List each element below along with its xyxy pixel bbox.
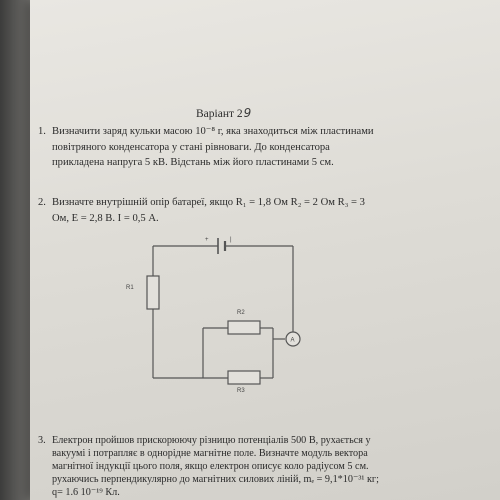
task-1 [38, 124, 472, 171]
r3-label: R3 [237, 388, 245, 394]
r1-label: R1 [126, 285, 134, 291]
task-3-line: магнітної індукції цього поля, якщо електрон описує коло радіусом 5 см. [52, 461, 369, 472]
task-3-line: q= 1.6 10⁻¹⁹ Кл. [52, 487, 120, 498]
resistor-r1 [147, 276, 159, 309]
r2-label: R2 [237, 310, 245, 316]
task-3-line: рухаючись перпендикулярно до магнітних силових ліній, mₑ = 9,1*10⁻³¹ кг; [52, 474, 379, 485]
task-2 [38, 195, 468, 226]
ammeter-label: A [290, 337, 295, 344]
task-3-line: вакуумі і потрапляє в однорідне магнітне поле. Визначте модуль вектора [52, 448, 368, 459]
battery-plus-label: + [205, 237, 209, 243]
task-2-line: Ом, E = 2,8 В. I = 0,5 А. [52, 212, 159, 224]
task-3 [38, 434, 470, 499]
task-1-number: 1. [38, 126, 46, 137]
task-1-line: прикладена напруга 5 кВ. Відстань між його пластинами 5 см. [52, 157, 334, 168]
task-2-line: Визначте внутрішній опір батареї, якщо R₁ = 1,8 Ом R₂ = 2 Ом R₃ = 3 [52, 197, 365, 208]
variant-label: Варіант 2 [196, 108, 243, 120]
variant-heading [196, 106, 251, 120]
resistor-r3 [228, 371, 260, 384]
task-1-line: Визначити заряд кульки масою 10⁻⁸ г, яка знаходиться між пластинами [52, 126, 374, 137]
task-2-number: 2. [38, 197, 46, 208]
resistor-r2 [228, 321, 260, 334]
variant-handwritten-number: 9 [243, 106, 252, 120]
task-3-line: Електрон пройшов прискорюючу різницю потенціалів 500 В, рухається у [52, 435, 371, 446]
circuit-diagram [126, 232, 303, 394]
battery-minus-label: | [230, 237, 232, 243]
task-1-line: повітряного конденсатора у стані рівноваги. До конденсатора [52, 141, 330, 153]
task-3-number: 3. [38, 435, 46, 446]
